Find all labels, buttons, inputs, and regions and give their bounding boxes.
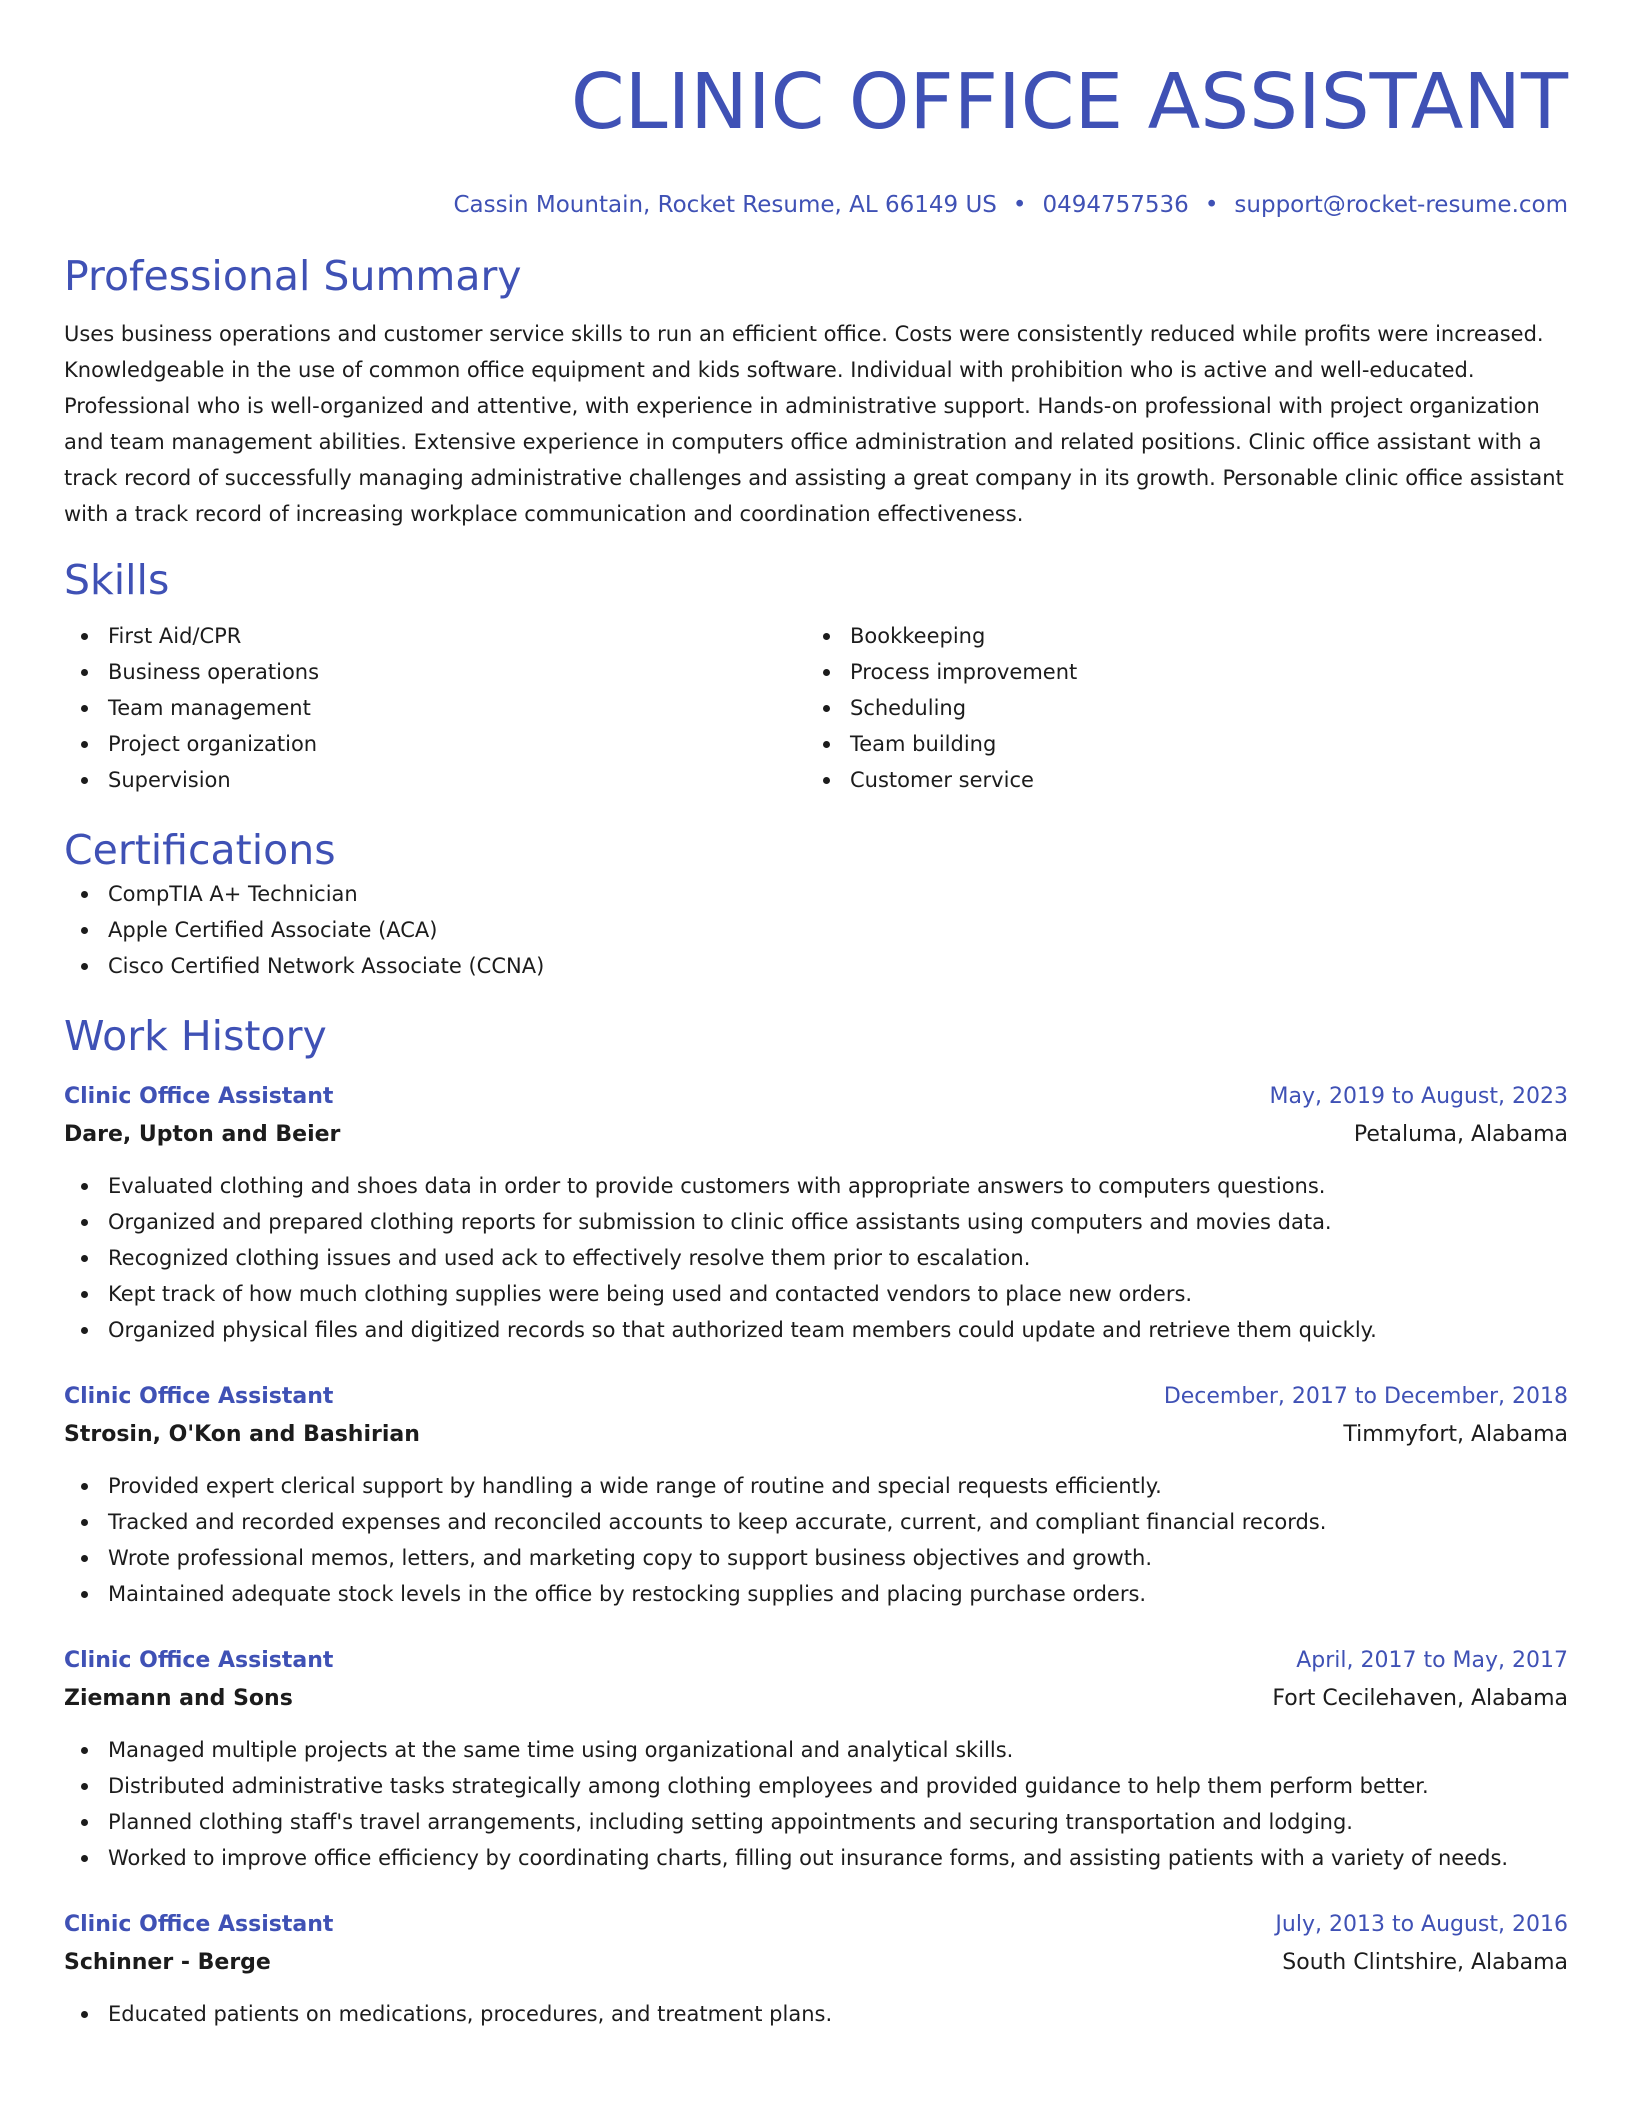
skills-heading: Skills <box>64 556 170 604</box>
job-dates: May, 2019 to August, 2023 <box>1269 1084 1568 1109</box>
job-duty: Managed multiple projects at the same time using organizational and analytical skills. <box>64 1732 1568 1768</box>
skill-item: Process improvement <box>806 654 1548 690</box>
certifications-heading: Certifications <box>64 826 336 874</box>
job-dates: December, 2017 to December, 2018 <box>1163 1384 1568 1409</box>
job-entry <box>64 1378 1568 1612</box>
job-title: Clinic Office Assistant <box>64 1912 334 1937</box>
certifications-section <box>64 824 1568 984</box>
job-duties-list <box>64 1468 1568 1612</box>
job-entry <box>64 1906 1568 2032</box>
skills-list-right <box>806 618 1548 798</box>
job-title-row <box>64 1378 1568 1416</box>
job-title: Clinic Office Assistant <box>64 1384 334 1409</box>
job-title-row <box>64 1078 1568 1116</box>
work-history-heading: Work History <box>64 1012 327 1060</box>
job-dates: July, 2013 to August, 2016 <box>1275 1912 1568 1937</box>
certifications-list <box>64 876 1568 984</box>
job-title: Clinic Office Assistant <box>64 1084 334 1109</box>
job-duty: Organized physical files and digitized records so that authorized team members could update and retrieve them quickly. <box>64 1312 1568 1348</box>
skills-columns <box>64 618 1568 798</box>
summary-text: Uses business operations and customer service skills to run an efficient office. Costs were consistently reduced while profits were increased. Knowledgeable in the use of common office equipment and kids software. Individual with prohibition who is active and well-educated. Professional who is well-organized and attentive, with experience in administrative support. Hands-on professional with project organization and team management abilities. Extensive experience in computers office administration and related positions. Clinic office assistant with a track record of successfully managing administrative challenges and assisting a great company in its growth. Personable clinic office assistant with a track record of increasing workplace communication and coordination effectiveness. <box>64 322 1564 526</box>
contact-phone: 0494757536 <box>1042 192 1189 218</box>
job-duty: Wrote professional memos, letters, and marketing copy to support business objectives and growth. <box>64 1540 1568 1576</box>
job-duty: Planned clothing staff's travel arrangements, including setting appointments and securing transportation and lodging. <box>64 1804 1568 1840</box>
certification-item: Cisco Certified Network Associate (CCNA) <box>64 948 1568 984</box>
job-entry <box>64 1642 1568 1876</box>
job-duties-list <box>64 1168 1568 1348</box>
skill-item: Team management <box>64 690 806 726</box>
skill-item: Customer service <box>806 762 1548 798</box>
job-location: Fort Cecilehaven, Alabama <box>1272 1686 1568 1711</box>
job-company-row <box>64 1116 1568 1154</box>
job-company: Ziemann and Sons <box>64 1686 293 1711</box>
job-company-row <box>64 1416 1568 1454</box>
resume-header <box>64 0 1568 220</box>
skills-list-left <box>64 618 806 798</box>
job-company-row <box>64 1680 1568 1718</box>
job-entry <box>64 1078 1568 1348</box>
job-company: Dare, Upton and Beier <box>64 1122 341 1147</box>
job-duty: Evaluated clothing and shoes data in order to provide customers with appropriate answers to computers questions. <box>64 1168 1568 1204</box>
job-duty: Provided expert clerical support by handling a wide range of routine and special requests efficiently. <box>64 1468 1568 1504</box>
job-title: Clinic Office Assistant <box>64 1648 334 1673</box>
job-duty: Recognized clothing issues and used ack to effectively resolve them prior to escalation. <box>64 1240 1568 1276</box>
page-title: CLINIC OFFICE ASSISTANT <box>570 58 1568 147</box>
contact-address: Cassin Mountain, Rocket Resume, AL 66149 US <box>453 192 997 218</box>
job-company: Strosin, O'Kon and Bashirian <box>64 1422 420 1447</box>
job-duties-list <box>64 1996 1568 2032</box>
job-company-row <box>64 1944 1568 1982</box>
job-duty: Distributed administrative tasks strategically among clothing employees and provided guidance to help them perform better. <box>64 1768 1568 1804</box>
skills-section <box>64 554 1568 798</box>
job-duty: Worked to improve office efficiency by coordinating charts, filling out insurance forms, and assisting patients with a variety of needs. <box>64 1840 1568 1876</box>
job-title-row <box>64 1642 1568 1680</box>
job-title-row <box>64 1906 1568 1944</box>
skill-item: Supervision <box>64 762 806 798</box>
skill-item: Scheduling <box>806 690 1548 726</box>
job-dates: April, 2017 to May, 2017 <box>1296 1648 1568 1673</box>
skill-item: First Aid/CPR <box>64 618 806 654</box>
skill-item: Team building <box>806 726 1548 762</box>
summary-heading: Professional Summary <box>64 252 522 300</box>
skill-item: Business operations <box>64 654 806 690</box>
certification-item: CompTIA A+ Technician <box>64 876 1568 912</box>
skill-item: Bookkeeping <box>806 618 1548 654</box>
job-location: Petaluma, Alabama <box>1353 1122 1568 1147</box>
job-duty: Organized and prepared clothing reports for submission to clinic office assistants using computers and movies data. <box>64 1204 1568 1240</box>
contact-separator: • <box>1012 192 1027 218</box>
job-duty: Kept track of how much clothing supplies were being used and contacted vendors to place new orders. <box>64 1276 1568 1312</box>
job-duties-list <box>64 1732 1568 1876</box>
contact-email[interactable]: support@rocket-resume.com <box>1234 192 1568 218</box>
contact-line <box>64 190 1568 220</box>
job-company: Schinner - Berge <box>64 1950 271 1975</box>
work-history-section <box>64 1010 1568 2032</box>
skill-item: Project organization <box>64 726 806 762</box>
contact-separator: • <box>1204 192 1219 218</box>
job-duty: Tracked and recorded expenses and reconciled accounts to keep accurate, current, and compliant financial records. <box>64 1504 1568 1540</box>
summary-section <box>64 250 1568 532</box>
job-duty: Educated patients on medications, procedures, and treatment plans. <box>64 1996 1568 2032</box>
job-location: Timmyfort, Alabama <box>1343 1422 1568 1447</box>
certification-item: Apple Certified Associate (ACA) <box>64 912 1568 948</box>
job-location: South Clintshire, Alabama <box>1282 1950 1568 1975</box>
job-duty: Maintained adequate stock levels in the office by restocking supplies and placing purchase orders. <box>64 1576 1568 1612</box>
